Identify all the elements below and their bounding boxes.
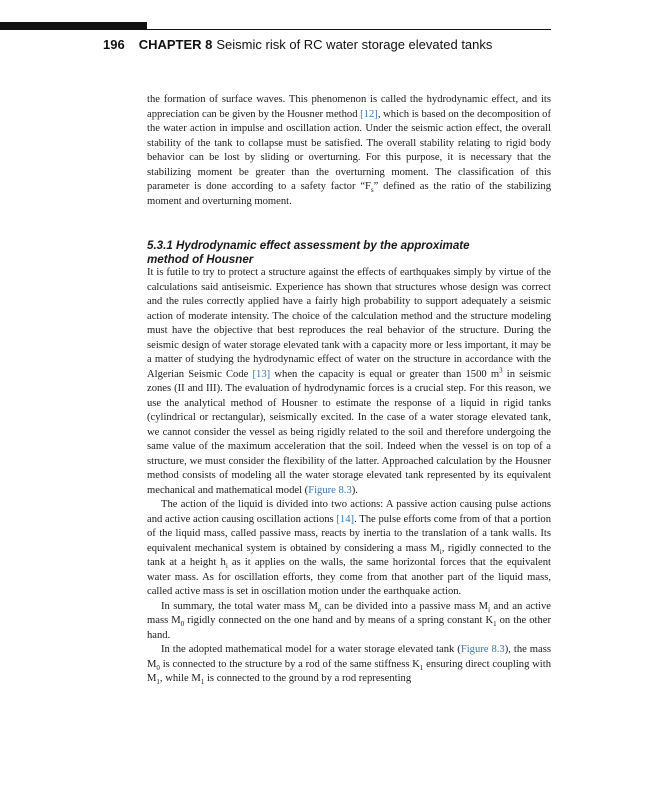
- citation-link[interactable]: [13]: [252, 368, 271, 380]
- figure-link[interactable]: Figure 8.3: [308, 484, 352, 496]
- paragraph: In summary, the total water mass $M_e$ can be divided into a passive mass $M_i$ and an active mass $M_0$ rigidly connected on the one hand and by means of a spring constant $K_1$ on the other hand.: [147, 600, 552, 641]
- page-body: [147, 93, 551, 687]
- header-bar: [0, 22, 147, 30]
- chapter-label: CHAPTER 8: [138, 37, 213, 52]
- paragraph: In the adopted mathematical model for a water storage elevated tank (Figure 8.3), the mass $M_0$ is connected to the structure by a rod of the same stiffness $K_1$ ensuring direct coupling with $M_1$, while $M_1$ is connected to the ground by a rod representing: [147, 644, 551, 687]
- paragraph: the formation of surface waves. This phenomenon is called the hydrodynamic effect, and its appreciation can be given by the Housner method [12], which is based on the decomposition of the water action in impulse and oscillation action. Under the seismic action effect, the overall stability of the tank to collapse must be satisfied. The overall stability relating to rigid body behavior can be lost by sliding or overturning. For this purpose, it is necessary that the stabilizing moment be greater than the overturning moment. The classification of this parameter is done according to a safety factor “$F_s$” defined as the ratio of the stabilizing moment and overturning moment.: [147, 94, 551, 207]
- paragraph: It is futile to try to protect a structure against the effects of earthquakes simply by virtue of the calculations said antiseismic. Experience has shown that structures whose design was correct and the rules correctly applied have a fairly high probability to support adequately a seismic action of moderate intensity. The choice of the calculation method and the structure modeling must have the objective that best reproduces the real behavior of the structure. During the seismic design of water storage elevated tank with a capacity more or less important, it may be a matter of studying the hydrodynamic effect of water on the structure in accordance with the Algerian Seismic Code [13] when the capacity is equal or greater than 1500 $m^3$ in seismic zones (II and III). The evaluation of hydrodynamic forces is a crucial step. For this reason, we use the analytical method of Housner to estimate the response of a liquid in rigid tanks (cylindrical or rectangular), seismically excited. In the case of a water storage elevated tank, we cannot consider the vessel as being rigidly related to the soil and therefore undergoing the same value of the maximum acceleration that the soil. Indeed when the vessel is on top of a structure, we must consider the flexibility of the latter. Approached calculation by the Housner method consists of modeling all the water storage elevated tank represented by its equivalent mechanical and mathematical model (Figure 8.3).: [147, 267, 551, 496]
- header-rule: [147, 29, 551, 30]
- page-number: 196: [103, 37, 125, 52]
- running-header: [103, 37, 492, 52]
- section-heading: 5.3.1 Hydrodynamic effect assessment by the approximate method of Housner: [147, 239, 470, 266]
- citation-link[interactable]: [14]: [336, 513, 355, 525]
- citation-link[interactable]: [12]: [360, 108, 378, 120]
- figure-link[interactable]: Figure 8.3: [460, 644, 505, 655]
- paragraph: The action of the liquid is divided into two actions: A passive action causing pulse actions and active action causing oscillation actions [14]. The pulse efforts come from of that a portion of the liquid mass, called passive mass, reacts by inertia to the translation of a tank walls. Its equivalent mechanical system is obtained by considering a mass $M_i$, rigidly connected to the tank at a height $h_i$ as it applies on the walls, the same horizontal forces that the equivalent water mass. As for oscillation efforts, they come from that another part of the liquid mass, called active mass is set in oscillation motion under the earthquake action.: [147, 499, 551, 597]
- chapter-title: Seismic risk of RC water storage elevated tanks: [216, 37, 493, 52]
